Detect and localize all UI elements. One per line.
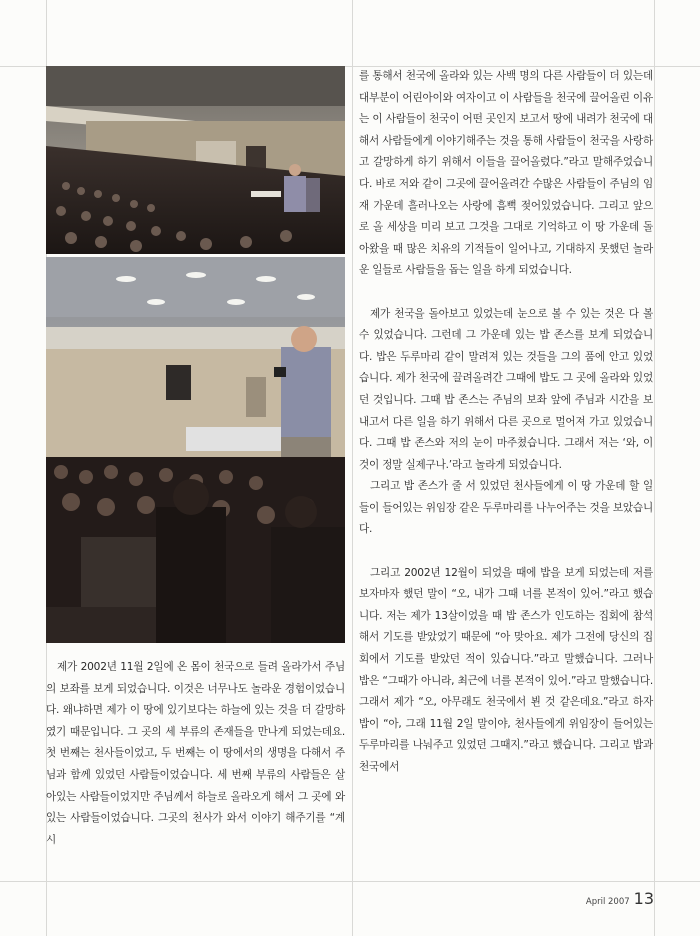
congregation-hall-image <box>46 66 345 254</box>
right-text-column <box>359 66 653 779</box>
speaker-image <box>46 257 345 643</box>
page-footer <box>586 889 654 908</box>
page-number: 13 <box>633 889 654 908</box>
issue-date: April 2007 <box>585 897 630 907</box>
paragraph: 제가 2002년 11월 2일에 온 몸이 천국으로 들려 올라가서 주님의 보좌를 보게 되었습니다. 이것은 너무나도 놀라운 경험이었습니다. 왜냐하면 제가 이 땅에 있기보다는 하늘에 있는 것을 더 갈망하였기 때문입니다. 그 곳의 세 부류의 존재들을 만나게 되었는데요. 첫 번째는 천사들이었고, 두 번째는 이 땅에서의 생명을 다해서 주님과 함께 있었던 사람들이었습니다. 세 번째 부류의 사람들은 살아있는 사람들이었지만 주님께서 하늘로 올라오게 해서 그 곳에 와있는 사람들이었습니다. 그곳의 천사가 와서 이야기 해주기를 “계시 <box>46 661 345 846</box>
photo-speaker-microphone <box>46 257 345 643</box>
guide-line-right <box>654 0 655 936</box>
photo-congregation-hall <box>46 66 345 254</box>
left-text-column <box>46 657 345 851</box>
guide-line-bottom <box>0 881 700 882</box>
paragraph: 그리고 2002년 12월이 되었을 때에 밥을 보게 되었는데 저를 보자마자 했던 말이 “오, 내가 그때 너를 본적이 있어.”라고 했습니다. 저는 제가 13살이었을 때 밥 존스가 인도하는 집회에 참석해서 기도를 받았었기 때문에 “아 맞아요. 제가 그전에 당신의 집회에서 기도를 받았던 적이 있습니다.”라고 말했습니다. 그러나 밥은 “그때가 아니라, 최근에 너를 본적이 있어.”라고 말했습니다. 그래서 제가 “오, 아무래도 천국에서 뵌 것 같은데요.”라고 하자 밥이 “아, 그래 11월 2일 말이야, 천사들에게 위임장이 들어있는 두루마리를 나눠주고 있었던 그때지.”라고 했습니다. 그리고 밥과 천국에서 <box>359 566 653 773</box>
paragraph: 그리고 밥 존스가 줄 서 있었던 천사들에게 이 땅 가운데 할 일들이 들어있는 위임장 같은 두루마리를 나누어주는 것을 보았습니다. <box>359 480 653 536</box>
paragraph: 를 통해서 천국에 올라와 있는 사백 명의 다른 사람들이 더 있는데 대부분이 어린아이와 여자이고 이 사람들을 천국에 끌어올린 이유는 이 사람들이 천국이 어떤 곳인지 보고서 땅에 내려가 천국에 대해서 사람들에게 이야기해주는 것을 통해 사람들이 천국을 사랑하고 갈망하게 하기 위해서 이들을 끌어올렸다.”라고 말해주었습니다. 바로 저와 같이 그곳에 끌어올려간 수많은 사람들이 주님의 임재 가운데 흘러나오는 사랑에 흠뻑 젖어있었습니다. 그리고 앞으로 올 세상을 미리 보고 그것을 그대로 기억하고 이 땅 가운데 돌아왔을 때 많은 치유의 기적들이 일어나고, 기대하지 못했던 놀라운 일들로 사람들을 돕는 일을 하게 되었습니다. <box>359 70 653 277</box>
paragraph: 제가 천국을 돌아보고 있었는데 눈으로 볼 수 있는 것은 다 볼 수 있었습니다. 그런데 그 가운데 있는 밥 존스를 보게 되었습니다. 밥은 두루마리 같이 말려져 있는 것들을 그의 품에 안고 있었습니다. 제가 천국에 끌려올려간 그때에 밥도 그 곳에 올라와 있었던 것입니다. 그때 밥 존스는 주님의 보좌 앞에 주님과 시간을 보내고서 다른 일을 하기 위해서 다른 곳으로 멀어져 가고 있었습니다. 그때 밥 존스와 저의 눈이 마주쳤습니다. 그래서 저는 ‘와, 이것이 정말 실제구나.’라고 놀라게 되었습니다. <box>359 307 653 471</box>
guide-line-gutter <box>352 0 353 936</box>
